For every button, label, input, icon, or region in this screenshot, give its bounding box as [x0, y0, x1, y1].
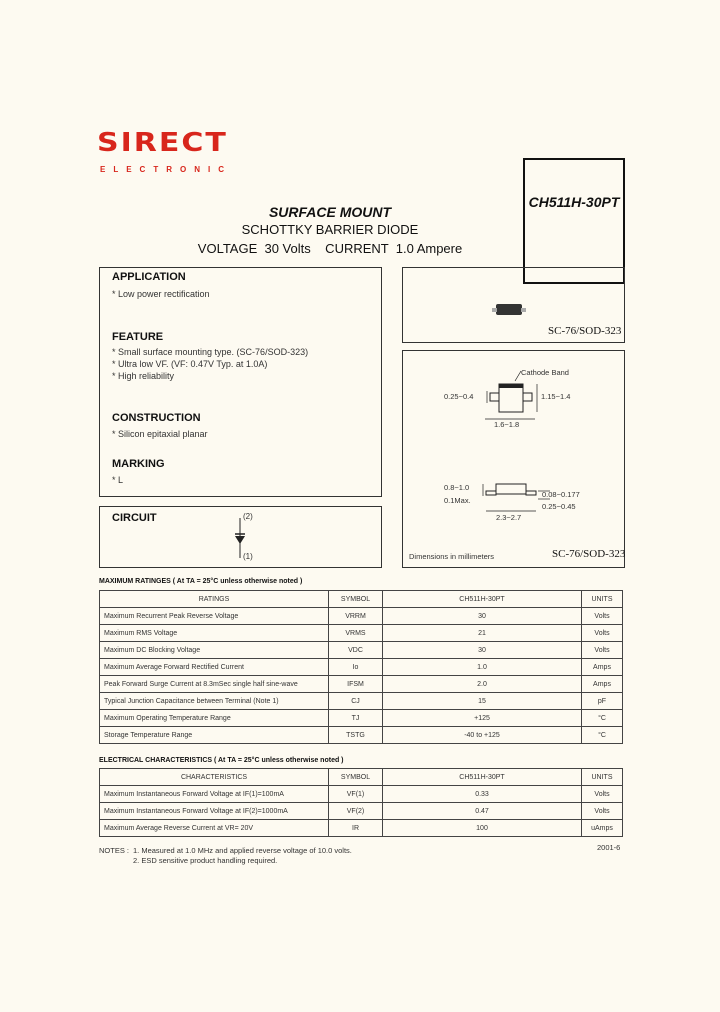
table-row — [100, 803, 623, 820]
dim-label: 1.6~1.8 — [494, 420, 520, 429]
application-heading: APPLICATION — [112, 271, 186, 283]
dim-label: 0.8~1.0 — [444, 483, 470, 492]
rating-value: 15 — [383, 693, 582, 710]
feature-item: * Small surface mounting type. (SC-76/SOD-323) — [112, 347, 309, 357]
rating-symbol: IFSM — [329, 676, 383, 693]
rating-symbol: VRRM — [329, 608, 383, 625]
feature-item: * Ultra low VF. (VF: 0.47V Typ. at 1.0A) — [112, 359, 268, 369]
header-cell: SYMBOL — [329, 769, 383, 786]
header-cell: CH511H-30PT — [383, 769, 582, 786]
notes-date: 2001-6 — [597, 843, 621, 852]
rating-unit: °C — [582, 727, 623, 744]
table-row — [100, 820, 623, 837]
rating-name: Peak Forward Surge Current at 8.3mSec single half sine-wave — [100, 676, 329, 693]
table-row — [100, 676, 623, 693]
package-name-bottom: SC-76/SOD-323 — [552, 548, 626, 560]
rating-value: 30 — [383, 608, 582, 625]
construction-item: * Silicon epitaxial planar — [112, 429, 208, 439]
char-value: 0.33 — [383, 786, 582, 803]
rating-unit: Amps — [582, 659, 623, 676]
dim-label: 1.15~1.4 — [541, 392, 571, 401]
rating-unit: Volts — [582, 642, 623, 659]
table-row — [100, 608, 623, 625]
table-row — [100, 727, 623, 744]
header-cell: SYMBOL — [329, 591, 383, 608]
rating-name: Maximum Average Forward Rectified Current — [100, 659, 329, 676]
char-name: Maximum Instantaneous Forward Voltage at IF(2)=1000mA — [100, 803, 329, 820]
rating-symbol: Io — [329, 659, 383, 676]
marking-heading: MARKING — [112, 458, 165, 470]
notes-label: NOTES : — [99, 846, 130, 855]
dimensions-note: Dimensions in millimeters — [409, 552, 495, 561]
part-number: CH511H-30PT — [528, 194, 620, 210]
char-value: 100 — [383, 820, 582, 837]
part-number-box — [523, 158, 625, 284]
table-row — [100, 786, 623, 803]
rating-unit: Volts — [582, 608, 623, 625]
brand-logo: SIRECT — [97, 128, 228, 158]
rating-value: 2.0 — [383, 676, 582, 693]
table-row — [100, 710, 623, 727]
char-symbol: IR — [329, 820, 383, 837]
header-cell: CH511H-30PT — [383, 591, 582, 608]
char-symbol: VF(2) — [329, 803, 383, 820]
rating-name: Maximum Recurrent Peak Reverse Voltage — [100, 608, 329, 625]
construction-heading: CONSTRUCTION — [112, 412, 201, 424]
rating-name: Maximum Operating Temperature Range — [100, 710, 329, 727]
circuit-pin1: (1) — [243, 552, 253, 561]
rating-value: -40 to +125 — [383, 727, 582, 744]
rating-name: Storage Temperature Range — [100, 727, 329, 744]
rating-name: Typical Junction Capacitance between Terminal (Note 1) — [100, 693, 329, 710]
char-unit: Volts — [582, 786, 623, 803]
title-surface-mount: SURFACE MOUNT — [268, 204, 392, 220]
dim-cathode-band: Cathode Band — [521, 368, 569, 377]
elec-char-table — [99, 768, 623, 837]
marking-item: * L — [112, 475, 124, 485]
rating-unit: Volts — [582, 625, 623, 642]
feature-item: * High reliability — [112, 371, 175, 381]
title-ratings: VOLTAGE 30 Volts CURRENT 1.0 Ampere — [197, 241, 463, 256]
header-cell: UNITS — [582, 769, 623, 786]
header-cell: CHARACTERISTICS — [100, 769, 329, 786]
dimension-drawing — [403, 351, 626, 561]
rating-unit: pF — [582, 693, 623, 710]
rating-symbol: VRMS — [329, 625, 383, 642]
title-device-type: SCHOTTKY BARRIER DIODE — [241, 222, 419, 237]
dim-label: 2.3~2.7 — [496, 513, 522, 522]
rating-value: 30 — [383, 642, 582, 659]
table-row — [100, 642, 623, 659]
rating-unit: °C — [582, 710, 623, 727]
char-unit: Volts — [582, 803, 623, 820]
header-cell: RATINGS — [100, 591, 329, 608]
feature-heading: FEATURE — [112, 331, 164, 343]
dim-label: 0.1Max. — [444, 496, 471, 505]
dim-label: 0.08~0.177 — [542, 490, 580, 499]
rating-value: 1.0 — [383, 659, 582, 676]
table-header-row — [100, 769, 623, 786]
max-ratings-table — [99, 590, 623, 744]
table-header-row — [100, 591, 623, 608]
rating-name: Maximum DC Blocking Voltage — [100, 642, 329, 659]
circuit-pin2: (2) — [243, 512, 253, 521]
max-ratings-title: MAXIMUM RATINGES ( At TA = 25°C unless otherwise noted ) — [99, 578, 303, 585]
char-name: Maximum Instantaneous Forward Voltage at IF(1)=100mA — [100, 786, 329, 803]
char-symbol: VF(1) — [329, 786, 383, 803]
char-unit: uAmps — [582, 820, 623, 837]
circuit-heading: CIRCUIT — [112, 512, 157, 524]
elec-char-title: ELECTRICAL CHARACTERISTICS ( At TA = 25°C unless otherwise noted ) — [99, 757, 344, 764]
table-row — [100, 659, 623, 676]
rating-symbol: TSTG — [329, 727, 383, 744]
package-photo — [492, 300, 532, 320]
dim-label: 0.25~0.45 — [542, 502, 576, 511]
rating-value: +125 — [383, 710, 582, 727]
rating-symbol: CJ — [329, 693, 383, 710]
rating-name: Maximum RMS Voltage — [100, 625, 329, 642]
rating-symbol: TJ — [329, 710, 383, 727]
rating-symbol: VDC — [329, 642, 383, 659]
char-value: 0.47 — [383, 803, 582, 820]
table-row — [100, 693, 623, 710]
application-item: * Low power rectification — [112, 289, 210, 299]
header-cell: UNITS — [582, 591, 623, 608]
brand-subtitle: ELECTRONIC — [100, 165, 232, 174]
note-line: 1. Measured at 1.0 MHz and applied reverse voltage of 10.0 volts. — [133, 846, 352, 855]
table-row — [100, 625, 623, 642]
char-name: Maximum Average Reverse Current at VR= 20V — [100, 820, 329, 837]
dim-label: 0.25~0.4 — [444, 392, 474, 401]
note-line: 2. ESD sensitive product handling required. — [133, 856, 278, 865]
rating-value: 21 — [383, 625, 582, 642]
package-name-top: SC-76/SOD-323 — [548, 325, 622, 337]
rating-unit: Amps — [582, 676, 623, 693]
